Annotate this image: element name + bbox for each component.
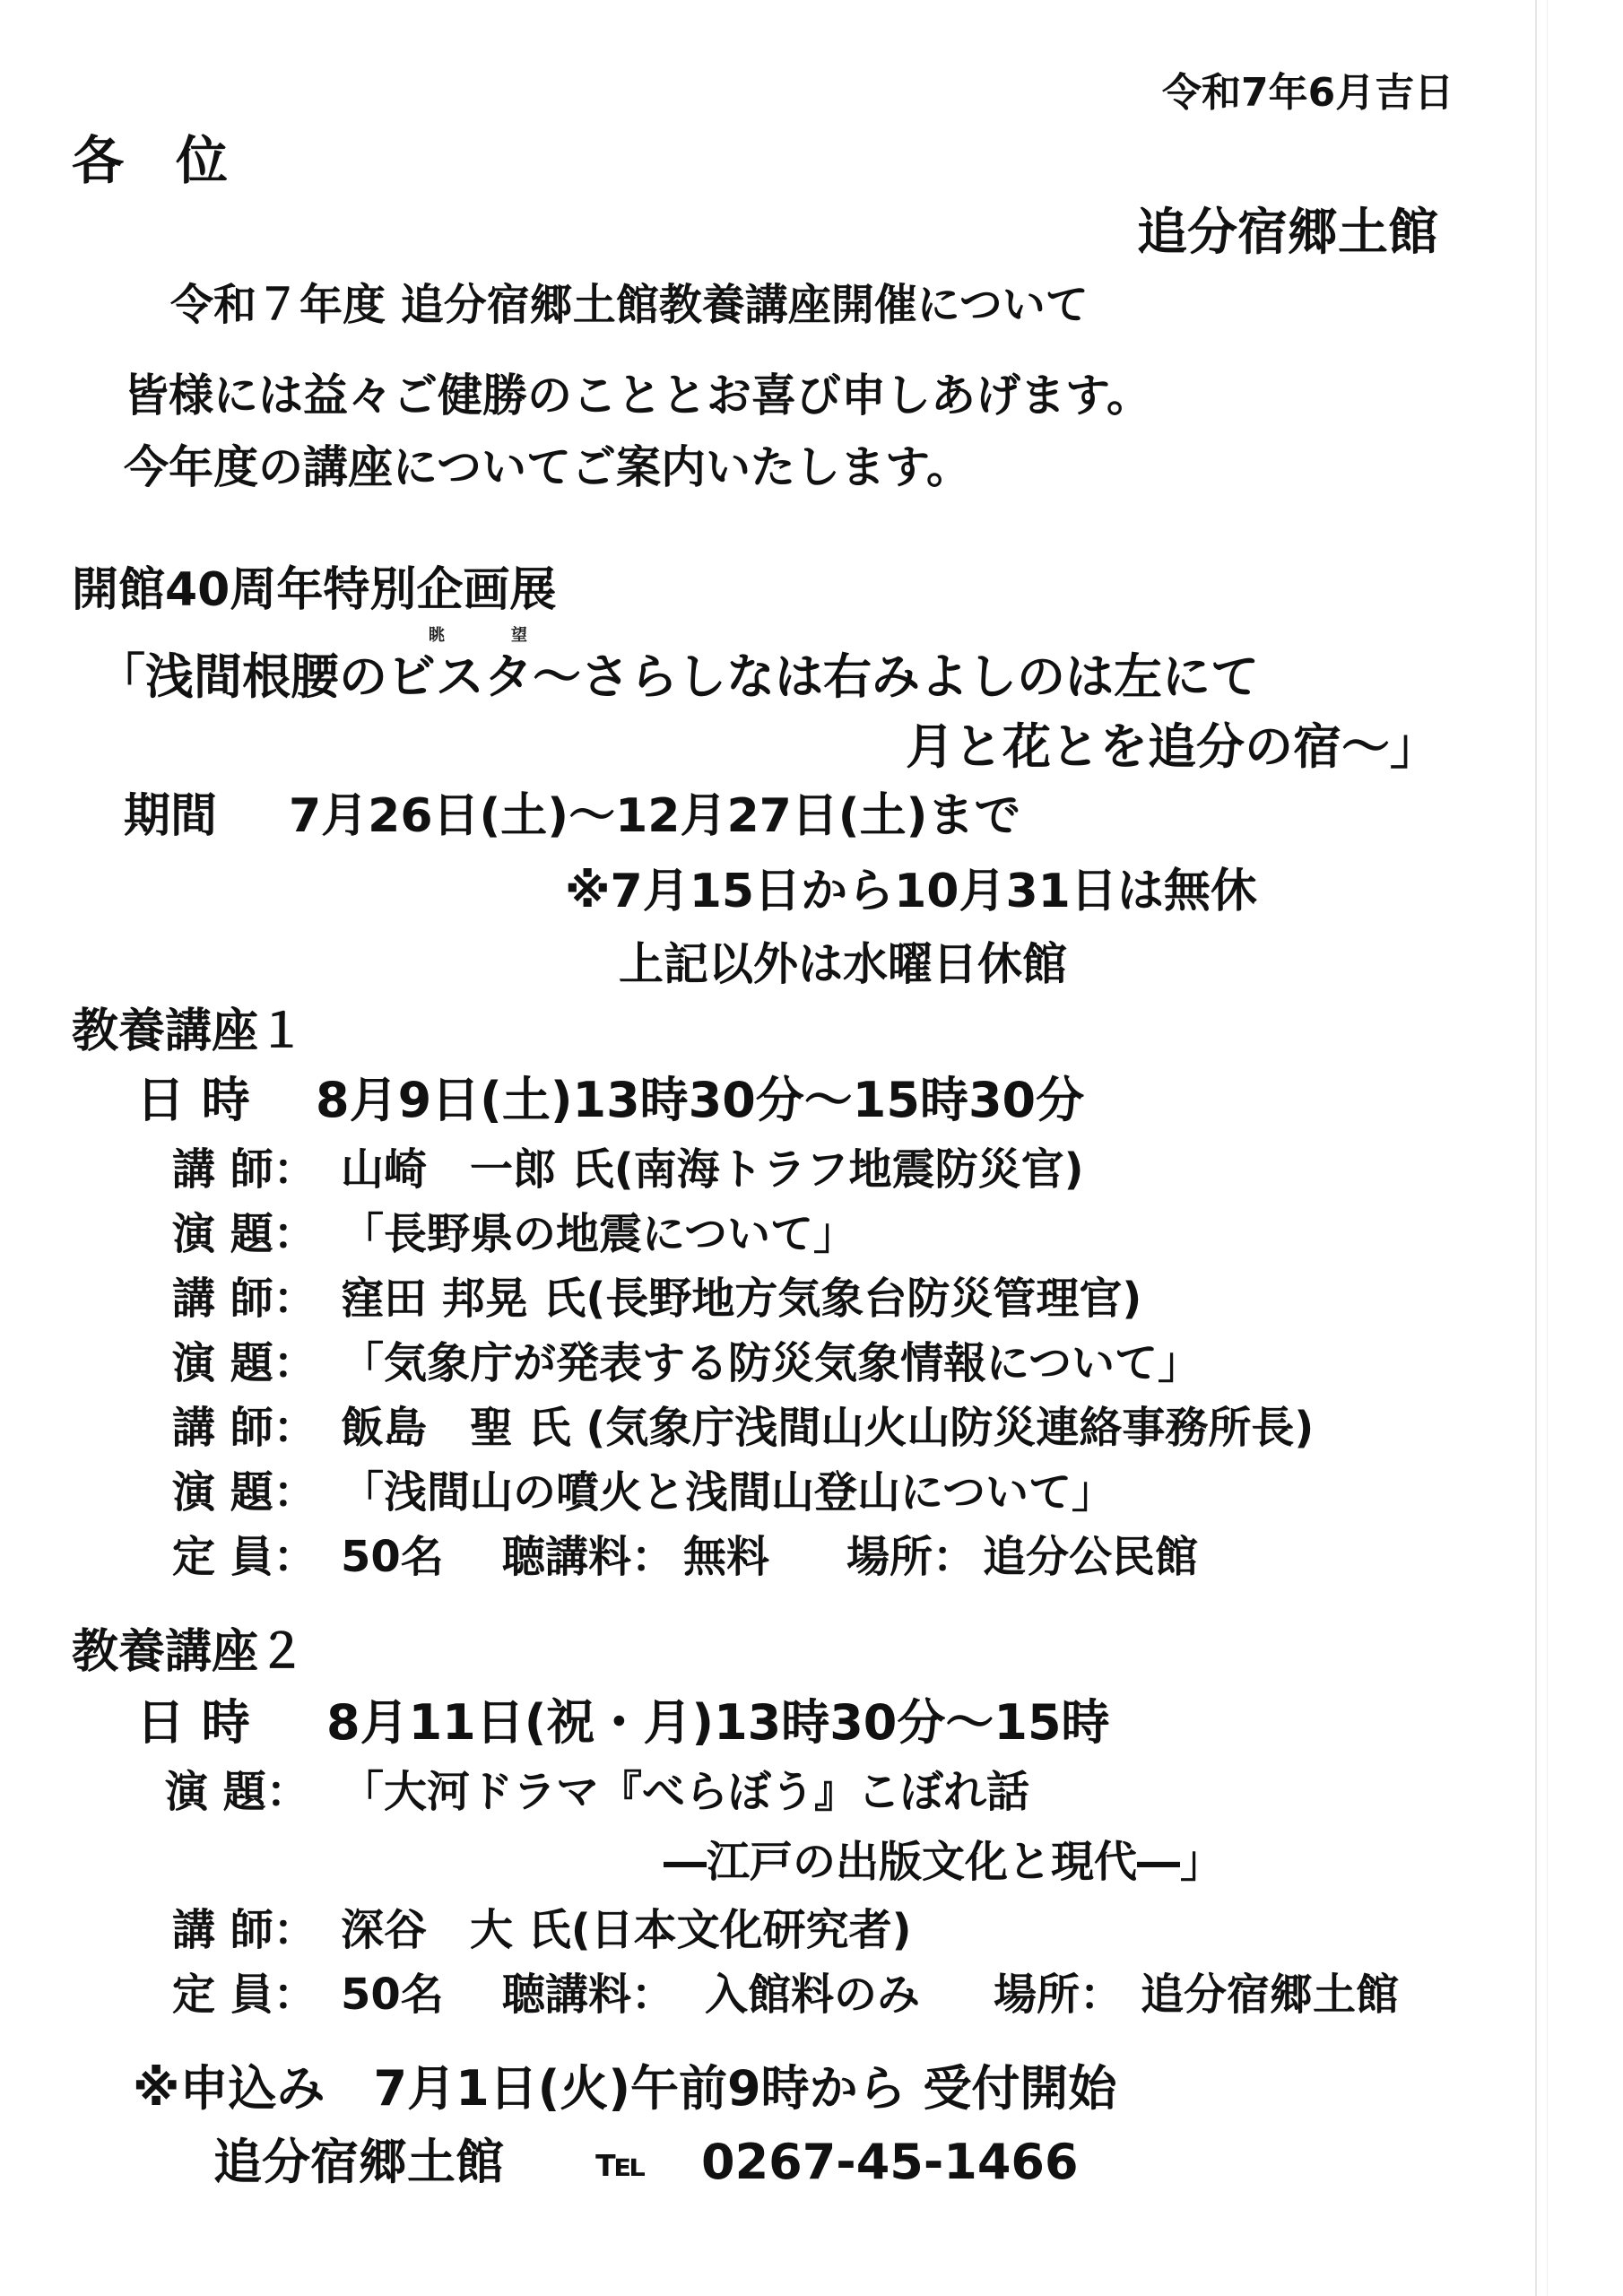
lecture2-fee-value: 入館料のみ xyxy=(705,1970,921,2020)
lecture2-speaker-label: 講 師： xyxy=(172,1905,317,1955)
lecture1-item-label: 演 題： xyxy=(172,1209,317,1259)
lecture2-heading: 教養講座２ xyxy=(72,1625,306,1679)
lecture1-datetime-value: 8月9日(土)13時30分～15時30分 xyxy=(316,1072,1085,1128)
exhibition-period-value: 7月26日(土)～12月27日(土)まで xyxy=(289,789,1021,843)
lecture1-place-label: 場所： xyxy=(846,1532,976,1582)
lecture2-speaker-value: 深谷 大 氏(日本文化研究者) xyxy=(341,1905,912,1955)
lecture1-capacity-label: 定 員： xyxy=(172,1532,317,1582)
exhibition-period-label: 期間 xyxy=(124,789,218,843)
lecture2-place-label: 場所： xyxy=(994,1970,1124,2020)
application-org: 追分宿郷土館 xyxy=(213,2134,504,2190)
application-tel-label: ℡ xyxy=(595,2140,647,2186)
lecture1-fee-value: 無料 xyxy=(683,1532,770,1582)
exhibition-note-1: ※7月15日から10月31日は無休 xyxy=(565,865,1257,918)
lecture2-capacity-value: 50名 xyxy=(341,1970,444,2020)
lecture1-item-value: 「気象庁が発表する防災気象情報について」 xyxy=(341,1338,1202,1388)
lecture1-item-value: 窪田 邦晃 氏(長野地方気象台防災管理官) xyxy=(341,1274,1142,1324)
exhibition-title-line-2: 月と花とを追分の宿～」 xyxy=(906,718,1438,775)
greeting-line-2: 今年度の講座についてご案内いたします。 xyxy=(124,441,971,493)
lecture2-fee-label: 聴講料： xyxy=(502,1970,675,2020)
lecture1-item-label: 演 題： xyxy=(172,1338,317,1388)
lecture1-fee-label: 聴講料： xyxy=(502,1532,675,1582)
lecture1-datetime-label: 日 時 xyxy=(136,1072,250,1128)
lecture2-theme-line-1: 「大河ドラマ『べらぼう』こぼれ話 xyxy=(341,1767,1030,1817)
ruby-text-1: 眺 xyxy=(429,626,445,645)
lecture2-place-value: 追分宿郷土館 xyxy=(1141,1970,1400,2020)
subject: 令和７年度 追分宿郷土館教養講座開催について xyxy=(170,280,1089,330)
lecture1-capacity-value: 50名 xyxy=(341,1532,444,1582)
exhibition-title-line-1: 「浅間根腰のビスタ～さらしなは右みよしのは左にて xyxy=(97,648,1259,705)
greeting-line-1: 皆様には益々ご健勝のこととお喜び申しあげます。 xyxy=(124,370,1151,422)
lecture1-item-label: 講 師： xyxy=(172,1403,317,1453)
lecture1-item-value: 「浅間山の噴火と浅間山登山について」 xyxy=(341,1467,1115,1518)
lecture1-item-value: 飯島 聖 氏 (気象庁浅間山火山防災連絡事務所長) xyxy=(341,1403,1315,1453)
sender: 追分宿郷土館 xyxy=(1137,204,1438,262)
lecture2-theme-line-2: ―江戸の出版文化と現代―」 xyxy=(664,1837,1224,1887)
lecture1-heading: 教養講座１ xyxy=(72,1004,306,1058)
application-tel-number: 0267-45-1466 xyxy=(701,2134,1079,2190)
paper-fold-line xyxy=(1535,0,1537,2296)
lecture2-datetime-value: 8月11日(祝・月)13時30分～15時 xyxy=(326,1694,1110,1751)
lecture2-datetime-label: 日 時 xyxy=(136,1694,250,1751)
lecture1-place-value: 追分公民館 xyxy=(983,1532,1199,1582)
lecture2-capacity-label: 定 員： xyxy=(172,1970,317,2020)
lecture1-item-label: 講 師： xyxy=(172,1274,317,1324)
addressee: 各 位 xyxy=(72,130,229,191)
document-date: 令和7年6月吉日 xyxy=(1162,70,1454,116)
application-line: ※申込み 7月1日(火)午前9時から 受付開始 xyxy=(133,2060,1117,2117)
lecture1-item-value: 「長野県の地震について」 xyxy=(341,1209,857,1259)
lecture1-item-label: 演 題： xyxy=(172,1467,317,1518)
paper-fold-shadow xyxy=(1547,0,1548,2296)
ruby-text-2: 望 xyxy=(511,626,527,645)
lecture2-theme-label: 演 題： xyxy=(165,1767,309,1817)
exhibition-heading: 開館40周年特別企画展 xyxy=(72,563,557,617)
exhibition-note-2: 上記以外は水曜日休館 xyxy=(619,938,1067,990)
lecture1-item-value: 山崎 一郎 氏(南海トラフ地震防災官) xyxy=(341,1144,1084,1195)
lecture1-item-label: 講 師： xyxy=(172,1144,317,1195)
